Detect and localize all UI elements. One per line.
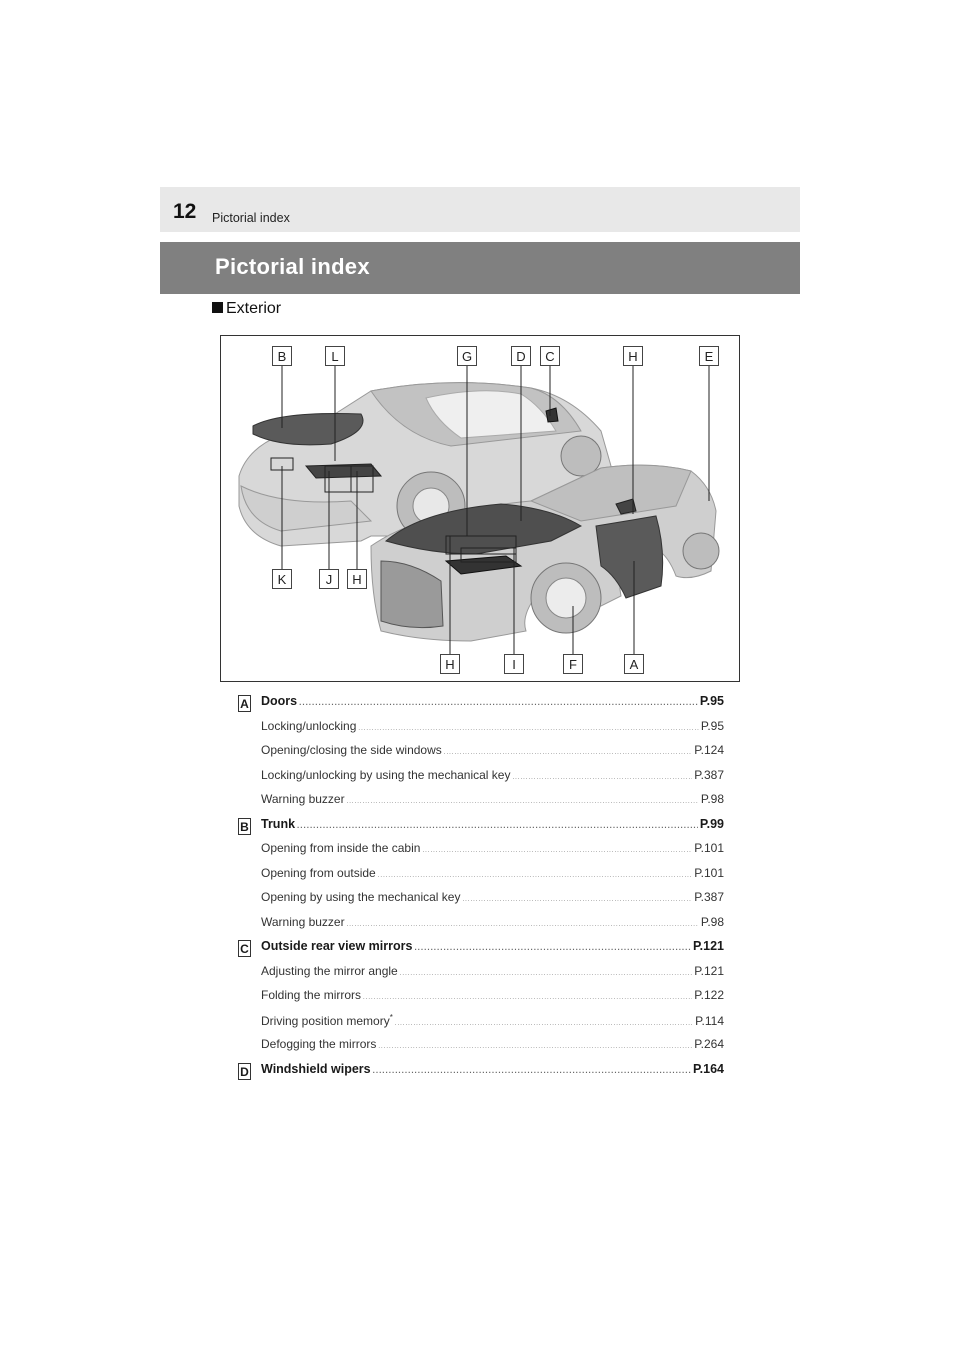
- callout-d: D: [511, 346, 531, 366]
- sub-entry[interactable]: [238, 768, 724, 793]
- sub-entry-label: Opening/closing the side windows: [261, 743, 442, 757]
- entry-label: Windshield wipers: [261, 1061, 371, 1076]
- page-number: 12: [173, 200, 197, 223]
- callout-h-top: H: [623, 346, 643, 366]
- sub-entry-label: Warning buzzer: [261, 792, 345, 806]
- sub-entry-label: Folding the mirrors: [261, 988, 362, 1002]
- sub-entry[interactable]: [238, 841, 724, 866]
- entry-trunk: [238, 817, 724, 940]
- entry-letter: C: [238, 940, 251, 957]
- sub-entry[interactable]: [238, 915, 724, 940]
- page-ref: P.387: [694, 767, 724, 782]
- entry-main-row[interactable]: [238, 939, 724, 964]
- entry-label: Outside rear view mirrors: [261, 939, 413, 953]
- callout-k: K: [272, 569, 292, 589]
- front-rear-wheel: [683, 533, 719, 569]
- title-band: [160, 242, 800, 294]
- page-ref: P.264: [694, 1037, 724, 1051]
- page-ref: P.101: [694, 865, 724, 880]
- entry-main-row[interactable]: [238, 1062, 724, 1087]
- page-ref: P.387: [694, 890, 724, 904]
- page-ref: P.121: [692, 939, 724, 953]
- sub-entry-label: Opening by using the mechanical key: [261, 890, 461, 904]
- callout-e: E: [699, 346, 719, 366]
- callout-a: A: [624, 654, 644, 674]
- sub-entry[interactable]: [238, 1037, 724, 1062]
- page-ref: P.99: [699, 816, 724, 831]
- sub-entry-label: Opening from outside: [261, 865, 376, 880]
- page-ref: P.164: [692, 1061, 724, 1076]
- callout-b: B: [272, 346, 292, 366]
- footnote-mark: *: [389, 1012, 393, 1022]
- page-ref: P.95: [700, 718, 724, 733]
- entry-main-row[interactable]: [238, 694, 724, 719]
- sub-entry-label: Locking/unlocking by using the mechanical key: [261, 767, 511, 782]
- entry-letter: A: [238, 695, 251, 712]
- callout-j: J: [319, 569, 339, 589]
- rear-wheel-2: [561, 436, 601, 476]
- entry-wipers: [238, 1062, 724, 1087]
- entry-letter: B: [238, 818, 251, 835]
- sub-entry[interactable]: [238, 743, 724, 768]
- entry-mirrors: [238, 939, 724, 1062]
- callout-i: I: [504, 654, 524, 674]
- sub-entry[interactable]: [238, 988, 724, 1013]
- page-ref: P.101: [694, 841, 724, 855]
- sub-entry[interactable]: [238, 890, 724, 915]
- section-heading: [212, 300, 281, 318]
- callout-h-bottom: H: [440, 654, 460, 674]
- entry-main-row[interactable]: [238, 817, 724, 842]
- index-entries: [238, 694, 724, 1086]
- callout-l: L: [325, 346, 345, 366]
- sub-entry[interactable]: [238, 719, 724, 744]
- sub-entry-label: Adjusting the mirror angle: [261, 963, 398, 978]
- header-bar: [160, 187, 800, 232]
- page-title: Pictorial index: [215, 254, 370, 279]
- entry-doors: [238, 694, 724, 817]
- page-ref: P.122: [694, 988, 724, 1002]
- page-ref: P.95: [699, 694, 724, 708]
- sub-entry[interactable]: [238, 866, 724, 891]
- sub-entry-label: Locking/unlocking: [261, 718, 357, 733]
- page-ref: P.114: [695, 1013, 724, 1028]
- callout-c: C: [540, 346, 560, 366]
- sub-entry-label: Warning buzzer: [261, 914, 345, 929]
- entry-letter: D: [238, 1063, 251, 1080]
- rear-side-mirror: [546, 408, 558, 422]
- page-ref: P.121: [694, 963, 724, 978]
- sub-entry[interactable]: [238, 1013, 724, 1038]
- exterior-illustration: [220, 335, 740, 682]
- callout-h-mid: H: [347, 569, 367, 589]
- page-ref: P.98: [700, 914, 724, 929]
- page-ref: P.98: [700, 792, 724, 806]
- callout-g: G: [457, 346, 477, 366]
- entry-label: Trunk: [261, 816, 296, 831]
- sub-entry-label: Defogging the mirrors: [261, 1037, 377, 1051]
- callout-f: F: [563, 654, 583, 674]
- sub-entry-label: Driving position memory: [261, 1013, 390, 1028]
- entry-label: Doors: [261, 694, 298, 708]
- page-ref: P.124: [694, 743, 724, 757]
- front-wheel-hub: [546, 578, 586, 618]
- running-title: Pictorial index: [212, 211, 290, 225]
- sub-entry[interactable]: [238, 964, 724, 989]
- sub-entry-label: Opening from inside the cabin: [261, 841, 421, 855]
- sub-entry[interactable]: [238, 792, 724, 817]
- section-heading-text: Exterior: [226, 300, 282, 317]
- car-drawing: [221, 336, 740, 682]
- square-bullet-icon: [212, 302, 223, 313]
